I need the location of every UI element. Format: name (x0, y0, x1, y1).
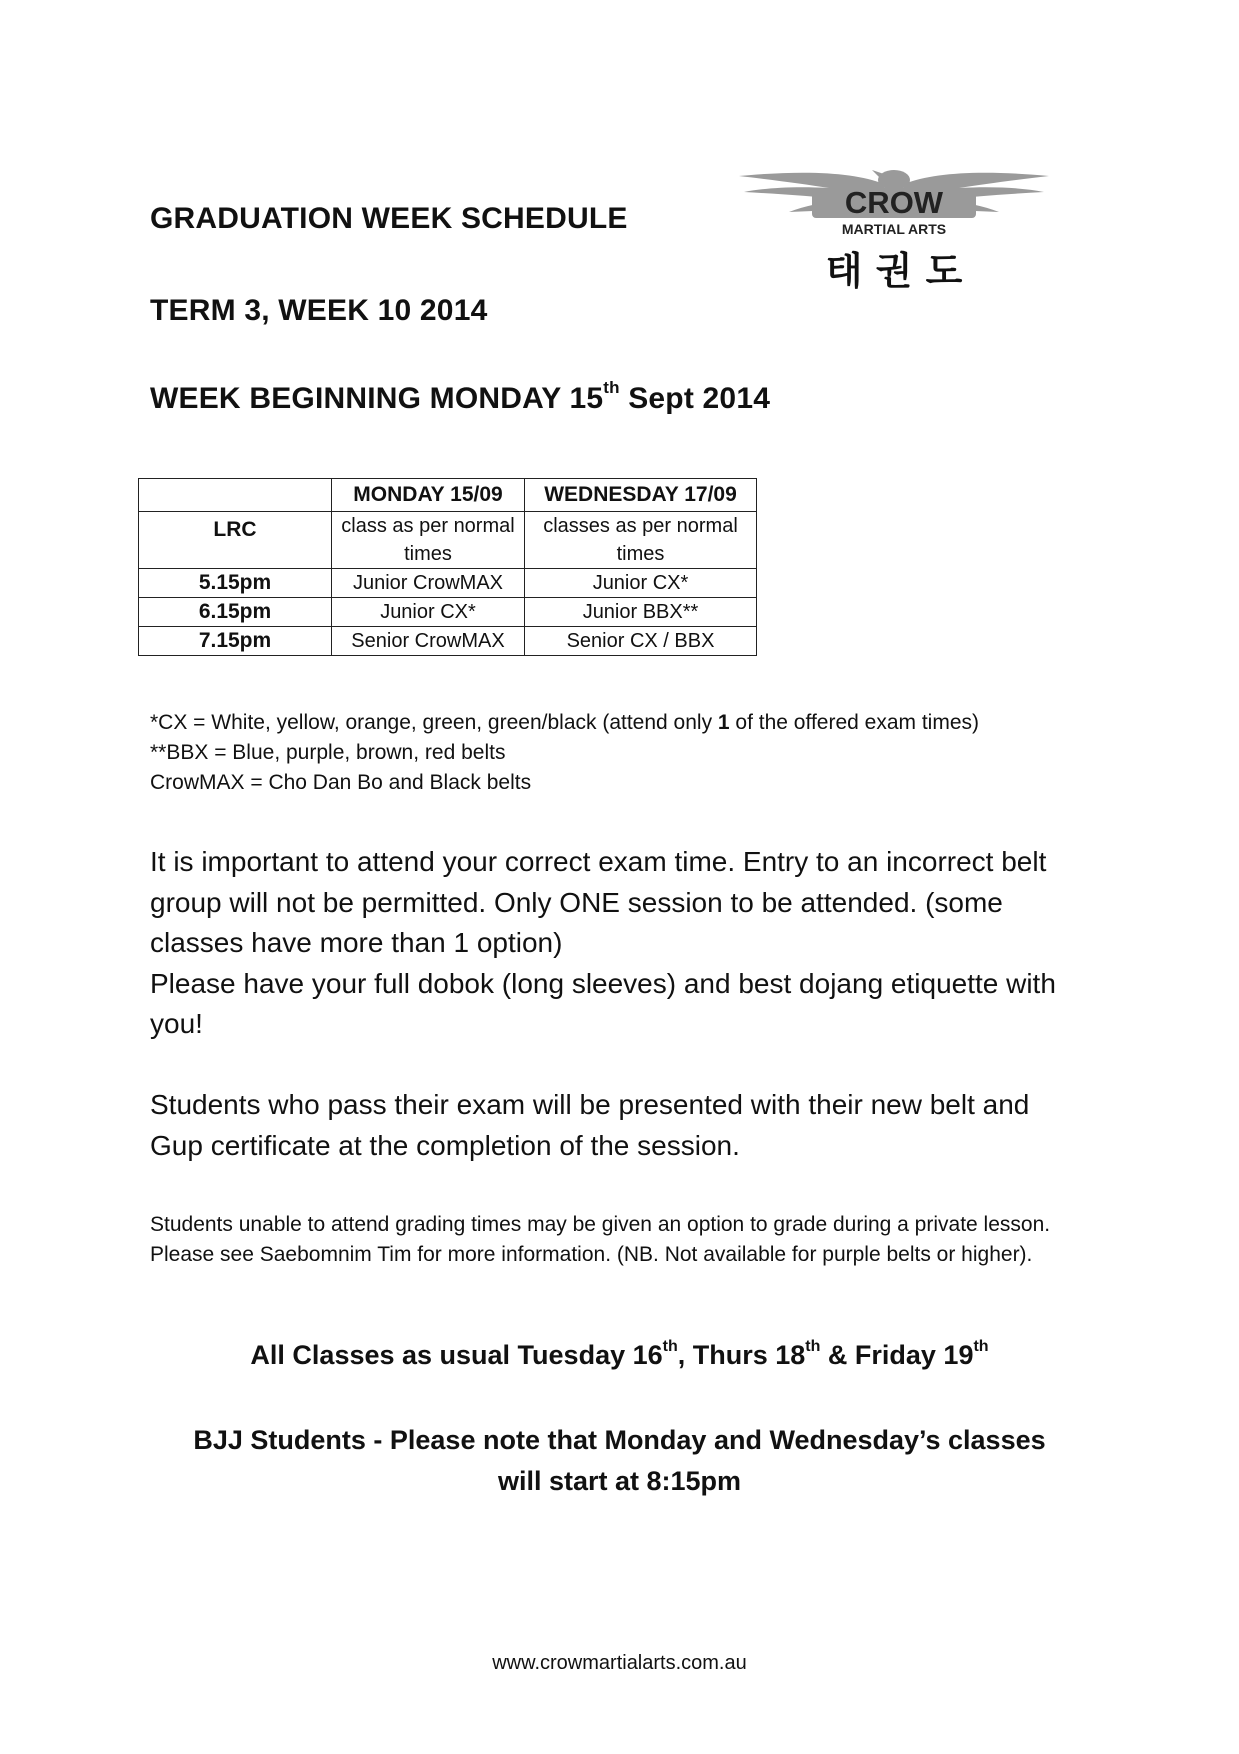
private-grading-note: Students unable to attend grading times may be given an option to grade during a private lesson. Please see Saebomnim Tim for more information. (NB. Not available for purple belts or higher). (150, 1213, 1051, 1266)
table-cell: Senior CX / BBX (525, 627, 757, 656)
table-row (139, 598, 757, 627)
term-heading: TERM 3, WEEK 10 2014 (150, 294, 488, 327)
table-cell: classes as per normal times (525, 512, 757, 569)
table-cell: Junior BBX** (525, 598, 757, 627)
table-cell: Junior CX* (525, 569, 757, 598)
table-header-row (139, 479, 757, 512)
dobok-paragraph: Please have your full dobok (long sleeves) and best dojang etiquette with you! (150, 967, 1056, 1039)
logo-name: CROW (844, 185, 944, 220)
bjj-notice: BJJ Students - Please note that Monday and Wednesday’s classes will start at 8:15pm (193, 1425, 1046, 1496)
table-row (139, 627, 757, 656)
table-row (139, 569, 757, 598)
table-cell: class as per normal times (332, 512, 525, 569)
row-label-time: 6.15pm (139, 598, 332, 627)
table-cell: Junior CX* (332, 598, 525, 627)
header-cell-empty (139, 479, 332, 512)
schedule-table (138, 478, 757, 656)
table-row (139, 512, 757, 569)
legend-cx: *CX = White, yellow, orange, green, green/black (attend only 1 of the offered exam times) (150, 711, 979, 734)
row-label-lrc: LRC (139, 512, 332, 569)
pass-paragraph: Students who pass their exam will be presented with their new belt and Gup certificate at the completion of the session. (150, 1089, 1030, 1161)
classes-usual-notice: All Classes as usual Tuesday 16th, Thurs 18th & Friday 19th (250, 1338, 989, 1370)
row-label-time: 5.15pm (139, 569, 332, 598)
belt-legend (150, 708, 979, 798)
week-heading: WEEK BEGINNING MONDAY 15th Sept 2014 (150, 378, 771, 415)
row-label-time: 7.15pm (139, 627, 332, 656)
footer-url: www.crowmartialarts.com.au (492, 1652, 747, 1674)
important-paragraph: It is important to attend your correct exam time. Entry to an incorrect belt group will not be permitted. Only ONE session to be attended. (some classes have more than 1 option) Please have your full dobok (long sleeves) and best dojang etiquette with you! (150, 842, 1090, 1045)
header-cell-monday: MONDAY 15/09 (332, 479, 525, 512)
table-cell: Senior CrowMAX (332, 627, 525, 656)
logo-hangul: 태 권 도 (825, 249, 963, 293)
table-cell: Junior CrowMAX (332, 569, 525, 598)
logo-subtitle: MARTIAL ARTS (841, 221, 947, 237)
crow-logo (734, 162, 1054, 302)
header-cell-wednesday: WEDNESDAY 17/09 (525, 479, 757, 512)
legend-crowmax: CrowMAX = Cho Dan Bo and Black belts (150, 771, 532, 794)
legend-bbx: **BBX = Blue, purple, brown, red belts (150, 741, 506, 764)
page-title: GRADUATION WEEK SCHEDULE (150, 202, 628, 235)
